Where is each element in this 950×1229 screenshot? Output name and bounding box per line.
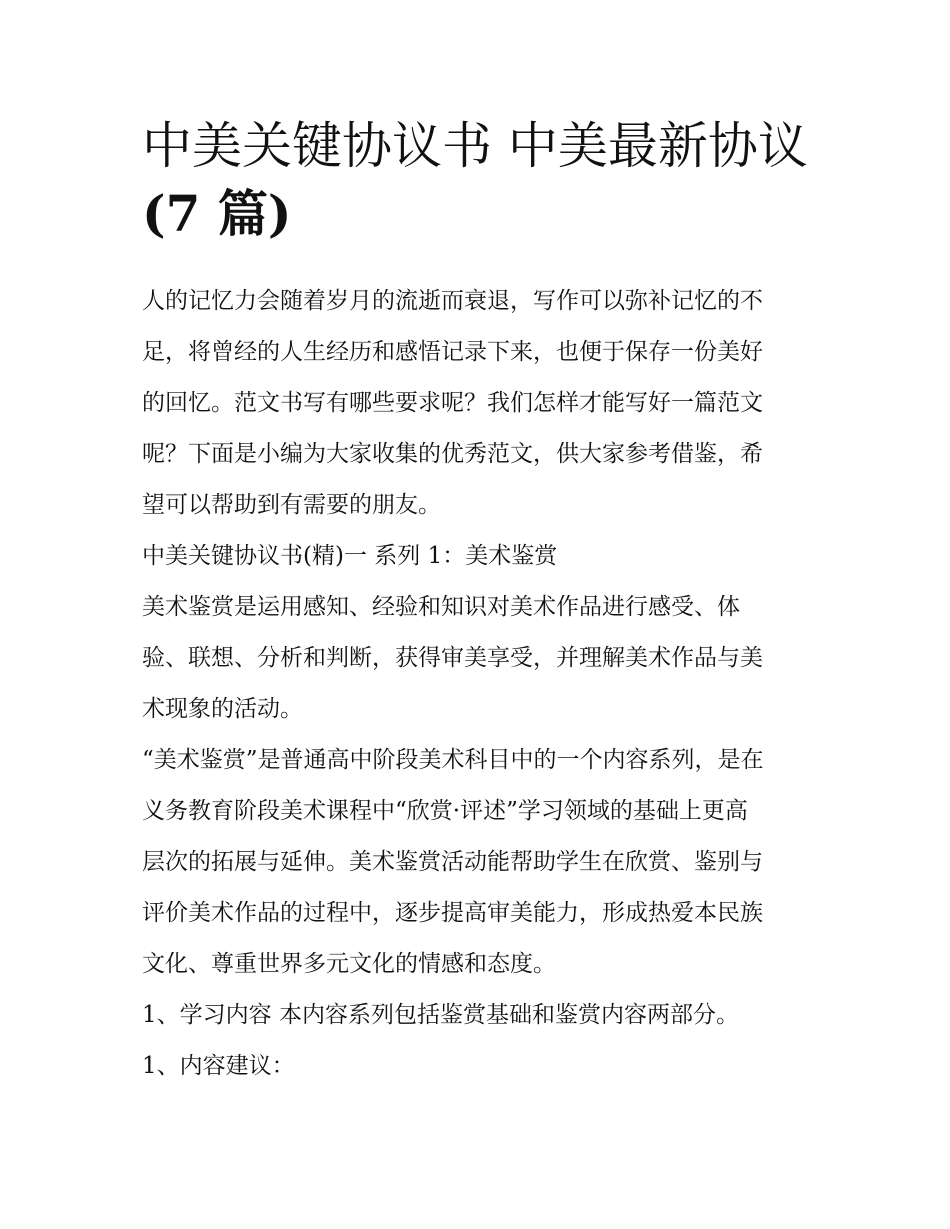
text-line: “美术鉴赏”是普通高中阶段美术科目中的一个内容系列，是在	[142, 747, 764, 773]
title-line-1: 中美关键协议书 中美最新协议	[142, 117, 808, 175]
paragraph-intro	[142, 276, 822, 531]
document-body	[142, 276, 822, 1092]
paragraph-definition	[142, 582, 822, 735]
text-line: 人的记忆力会随着岁月的流逝而衰退，写作可以弥补记忆的不	[142, 288, 763, 314]
section-heading	[142, 531, 822, 582]
text-line: 1、内容建议：	[142, 1053, 295, 1079]
text-line: 验、联想、分析和判断，获得审美享受，并理解美术作品与美	[142, 645, 763, 671]
text-line: 层次的拓展与延伸。美术鉴赏活动能帮助学生在欣赏、鉴别与	[142, 849, 763, 875]
title-line-2: (7 篇)	[142, 184, 292, 243]
text-line: 的回忆。范文书写有哪些要求呢？我们怎样才能写好一篇范文	[142, 390, 763, 416]
text-line: 美术鉴赏是运用感知、经验和知识对美术作品进行感受、体	[142, 594, 740, 620]
document-title	[142, 112, 822, 248]
text-line: 中美关键协议书(精)一 系列 1：美术鉴赏	[142, 543, 558, 569]
text-line: 义务教育阶段美术课程中“欣赏·评述”学习领域的基础上更高	[142, 798, 748, 824]
list-item-content-suggestion	[142, 1041, 822, 1092]
text-line: 1、学习内容 本内容系列包括鉴赏基础和鉴赏内容两部分。	[142, 1002, 739, 1028]
text-line: 足，将曾经的人生经历和感悟记录下来，也便于保存一份美好	[142, 339, 763, 365]
text-line: 文化、尊重世界多元文化的情感和态度。	[142, 951, 556, 977]
text-line: 术现象的活动。	[142, 696, 303, 722]
text-line: 呢？下面是小编为大家收集的优秀范文，供大家参考借鉴，希	[142, 441, 763, 467]
paragraph-description	[142, 735, 822, 990]
text-line: 评价美术作品的过程中，逐步提高审美能力，形成热爱本民族	[142, 900, 763, 926]
list-item-learning-content	[142, 990, 822, 1041]
text-line: 望可以帮助到有需要的朋友。	[142, 492, 441, 518]
